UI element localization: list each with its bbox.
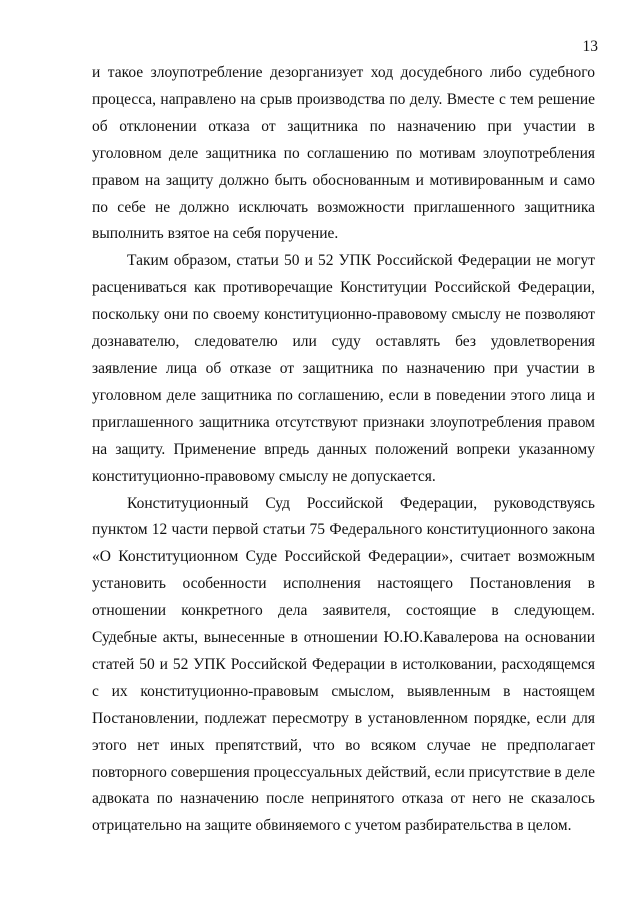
document-body	[92, 60, 595, 840]
paragraph-execution-specifics: Конституционный Суд Российской Федерации, руководствуясь пунктом 12 части первой статьи 75 Федерального конституционного закона «О Конституционном Суде Российской Федерации», считает возможным установить особенности исполнения настоящего Постановления в отношении конкретного дела заявителя, состоящие в следующем. Судебные акты, вынесенные в отношении Ю.Ю.Кавалерова на основании статей 50 и 52 УПК Российской Федерации в истолковании, расходящемся с их конституционно-правовым смыслом, выявленным в настоящем Постановлении, подлежат пересмотру в установленном порядке, если для этого нет иных препятствий, что во всяком случае не предполагает повторного совершения процессуальных действий, если присутствие в деле адвоката по назначению после непринятого отказа от него не сказалось отрицательно на защите обвиняемого с учетом разбирательства в целом.	[92, 494, 595, 835]
paragraph-continuation: и такое злоупотребление дезорганизует ход досудебного либо судебного процесса, направлено на срыв производства по делу. Вместе с тем решение об отклонении отказа от защитника по назначению при участии в уголовном деле защитника по соглашению по мотивам злоупотребления правом на защиту должно быть обоснованным и мотивированным и само по себе не должно исключать возможности приглашенного защитника выполнить взятое на себя поручение.	[92, 64, 595, 243]
paragraph-conclusion: Таким образом, статьи 50 и 52 УПК Российской Федерации не могут расцениваться как противоречащие Конституции Российской Федерации, поскольку они по своему конституционно-правовому смыслу не позволяют дознавателю, следователю или суду оставлять без удовлетворения заявление лица об отказе от защитника по назначению при участии в уголовном деле защитника по соглашению, если в поведении этого лица и приглашенного защитника отсутствуют признаки злоупотребления правом на защиту. Применение впредь данных положений вопреки указанному конституционно-правовому смыслу не допускается.	[92, 252, 595, 485]
page-number: 13	[582, 38, 598, 55]
